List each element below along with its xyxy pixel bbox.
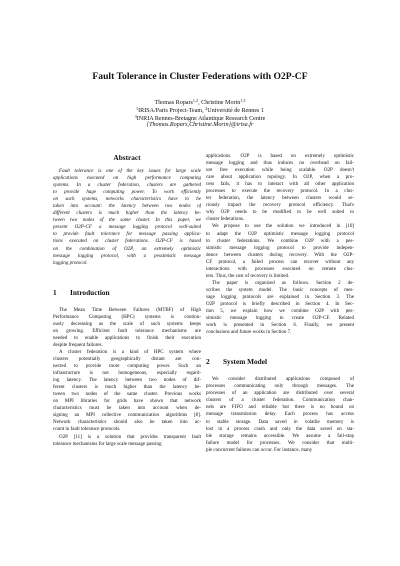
text-line: Fault tolerance is one of the key issues for large scale [59, 169, 201, 174]
text-line: tween two nodes of the same cluster. In this paper, we [53, 218, 201, 224]
section-heading-introduction [53, 288, 201, 297]
text-line: ters. Thus, the cost of recovery is limited. [206, 273, 290, 279]
aff3: INRIA Rennes-Bretagne Atlantique Research Centre [136, 116, 266, 122]
text-line: tion 5, we explain how we combine O2P with pes- [206, 309, 354, 315]
paragraph [53, 349, 201, 434]
text-line: signing an MPI collective communication algorithms [8]. [53, 413, 201, 419]
author-email: {Thomas.Ropars,Christine.Morin}@irisa.fr [146, 122, 254, 128]
text-line: message logging and thus induces no overhead on fail- [206, 161, 354, 167]
text-line: on the combination of O2P, an extremely optimistic [53, 246, 201, 252]
text-line: The paper is organized as follows. Section 2 de- [212, 280, 354, 286]
text-line: nels are FIFO and reliable but there is no bound on [206, 405, 354, 411]
system-model-body [206, 376, 354, 454]
text-line: applications. O2P is based on extremely optimistic [206, 154, 354, 159]
text-line: to cluster federations. We combine O2P with a pes- [206, 238, 354, 244]
section-title: System Model [223, 357, 267, 367]
left-column [53, 153, 201, 448]
text-line: A cluster federation is a kind of HPC system where [59, 349, 201, 355]
aff2: Université de Rennes 1 [207, 108, 264, 114]
text-line: count in fault tolerance protocols. [53, 427, 121, 433]
paper-title: Fault Tolerance in Cluster Federations with O2P-CF [92, 71, 308, 82]
text-line: systems. In a cluster federation, clusters are gathered [53, 183, 201, 189]
author-name-2: , Christine Morin [198, 100, 241, 106]
text-line: logging protocol. [53, 260, 88, 266]
text-line: present O2P-CF a message logging protocol well-suited [53, 225, 201, 231]
text-line: different clusters is much higher than the latency be- [53, 211, 201, 217]
text-line: riously impact the recovery protocol efficiency. That's [206, 203, 354, 209]
text-line: ure free execution while being scalable. O2P doesn't [206, 168, 354, 174]
text-line: conclusions and future works in Section 7. [206, 330, 292, 336]
paragraph [53, 434, 201, 448]
text-line: to provide fault tolerance for message passing applica- [53, 232, 201, 238]
section-number: 2 [206, 357, 210, 367]
text-line: ple concurrent failures can occur. For instance, many [206, 447, 313, 453]
text-line: simistic message logging to create O2P-CF. Related [206, 316, 354, 322]
aff1: IRISA/Paris Project-Team, [138, 108, 206, 114]
text-line: characteristics must be taken into account when de- [53, 406, 201, 412]
text-line: failure model for processes. We consider that multi- [206, 440, 354, 446]
text-line: processes to execute the recovery protocol. In a clus- [206, 189, 354, 195]
abstract-heading: Abstract [113, 153, 141, 162]
introduction-body [53, 307, 201, 448]
text-line: care about application topology. In O2P, when a pro- [206, 175, 354, 181]
aff2-sup: 2 [205, 106, 208, 111]
author-sup-2: 1,3 [240, 98, 246, 103]
text-line: despite frequent failures. [53, 342, 103, 348]
text-line: on such systems, networks characteristics have to be [53, 197, 201, 203]
paragraph [206, 376, 354, 454]
text-line: lost in a process crash and only the data saved on sta- [206, 426, 354, 432]
text-line: Network characteristics should also be taken into ac- [53, 420, 201, 426]
text-line: to adapt the O2P optimistic message logging protocol [206, 231, 354, 237]
text-line: applications executed on high performance computing [53, 176, 201, 182]
text-line: The Mean Time Between Failures (MTBF) of High [59, 307, 201, 313]
text-line: to provide huge computing power. To work efficiently [53, 190, 201, 196]
text-line: ously decreasing as the scale of such systems keeps [53, 321, 201, 327]
text-line: We consider distributed applications composed of [212, 377, 354, 383]
paragraph [53, 307, 201, 349]
author-sup-1: 1,2 [192, 98, 199, 103]
text-line: scribes the system model. The basic concepts of mes- [206, 287, 354, 293]
introduction-continued [206, 153, 354, 336]
section-number: 1 [53, 287, 57, 297]
author-name-1: Thomas Ropars [154, 100, 193, 106]
aff1-sup: 1 [136, 106, 139, 111]
aff3-sup: 3 [134, 114, 137, 119]
text-line: CF protocol, a failed process can recover without any [206, 259, 354, 265]
text-line: ing latency. The latency between two nodes of dif- [53, 378, 201, 384]
text-line: message logging protocol, with a pessimistic message [53, 253, 201, 259]
text-line: needed to enable applications to finish their execution [53, 335, 201, 341]
text-line: interactions with processes executed on remote clus- [206, 266, 354, 272]
text-line: processes of an application are distributed over several [206, 391, 354, 397]
text-line: to stable storage. Data saved in volatile memory is [206, 419, 354, 425]
text-line: infrastructure is not homogeneous, especially regard- [53, 371, 201, 377]
paragraph [206, 153, 354, 223]
text-line: We propose to use the solution we introduced in [10] [212, 224, 354, 230]
text-line: why O2P needs to be modified to be well suited to [206, 210, 354, 216]
text-line: Performance Computing (HPC) systems is continu- [53, 314, 201, 320]
text-line: cluster federations. [206, 217, 245, 223]
paragraph [206, 280, 354, 336]
text-line: O2P [11] is a solution that provides transparent fault [59, 434, 201, 440]
text-line: ter federation, the latency between clusters would se- [206, 196, 354, 202]
text-line: O2P protocol is briefly described in Section 4. In Sec- [206, 301, 354, 307]
text-line: ble storage remains accessible. We assume a fail-stop [206, 433, 354, 439]
text-line: cess fails, it has to interact with all other application [206, 182, 354, 188]
right-column [206, 153, 354, 454]
text-line: tolerance mechanisms for large scale message passing [53, 441, 162, 447]
text-line: tions executed on cluster federations. O2P-CF is based [53, 239, 201, 245]
text-line: on MPI libraries for grids have shown that network [53, 399, 201, 405]
text-line: sage logging protocols are explained in Section 3. The [206, 294, 354, 300]
text-line: work is presented in Section 6. Finally, we present [206, 323, 354, 329]
text-line: on growing. Efficient fault tolerance mechanisms are [53, 328, 201, 334]
text-line: message transmission delay. Each process has access [206, 412, 354, 418]
paragraph [53, 168, 201, 267]
text-line: clusters potentially geographically distant are con- [53, 356, 201, 362]
section-title: Introduction [70, 287, 110, 297]
paragraph [206, 223, 354, 279]
text-line: taken into account: the latency between two nodes of [53, 204, 201, 210]
text-line: clusters of a cluster federation. Communication chan- [206, 398, 354, 404]
abstract-body [53, 168, 201, 267]
section-heading-system-model [206, 357, 354, 366]
text-line: processes communicating only through messages. The [206, 384, 354, 390]
text-line: ferent clusters is much higher than the latency be- [53, 385, 201, 391]
text-line: dence between clusters during recovery. With the O2P- [206, 252, 354, 258]
text-line: tween two nodes of the same cluster. Previous works [53, 392, 201, 398]
text-line: simistic message logging protocol to provide indepen- [206, 245, 354, 251]
text-line: nected to provide more computing power. Such an [53, 364, 201, 370]
